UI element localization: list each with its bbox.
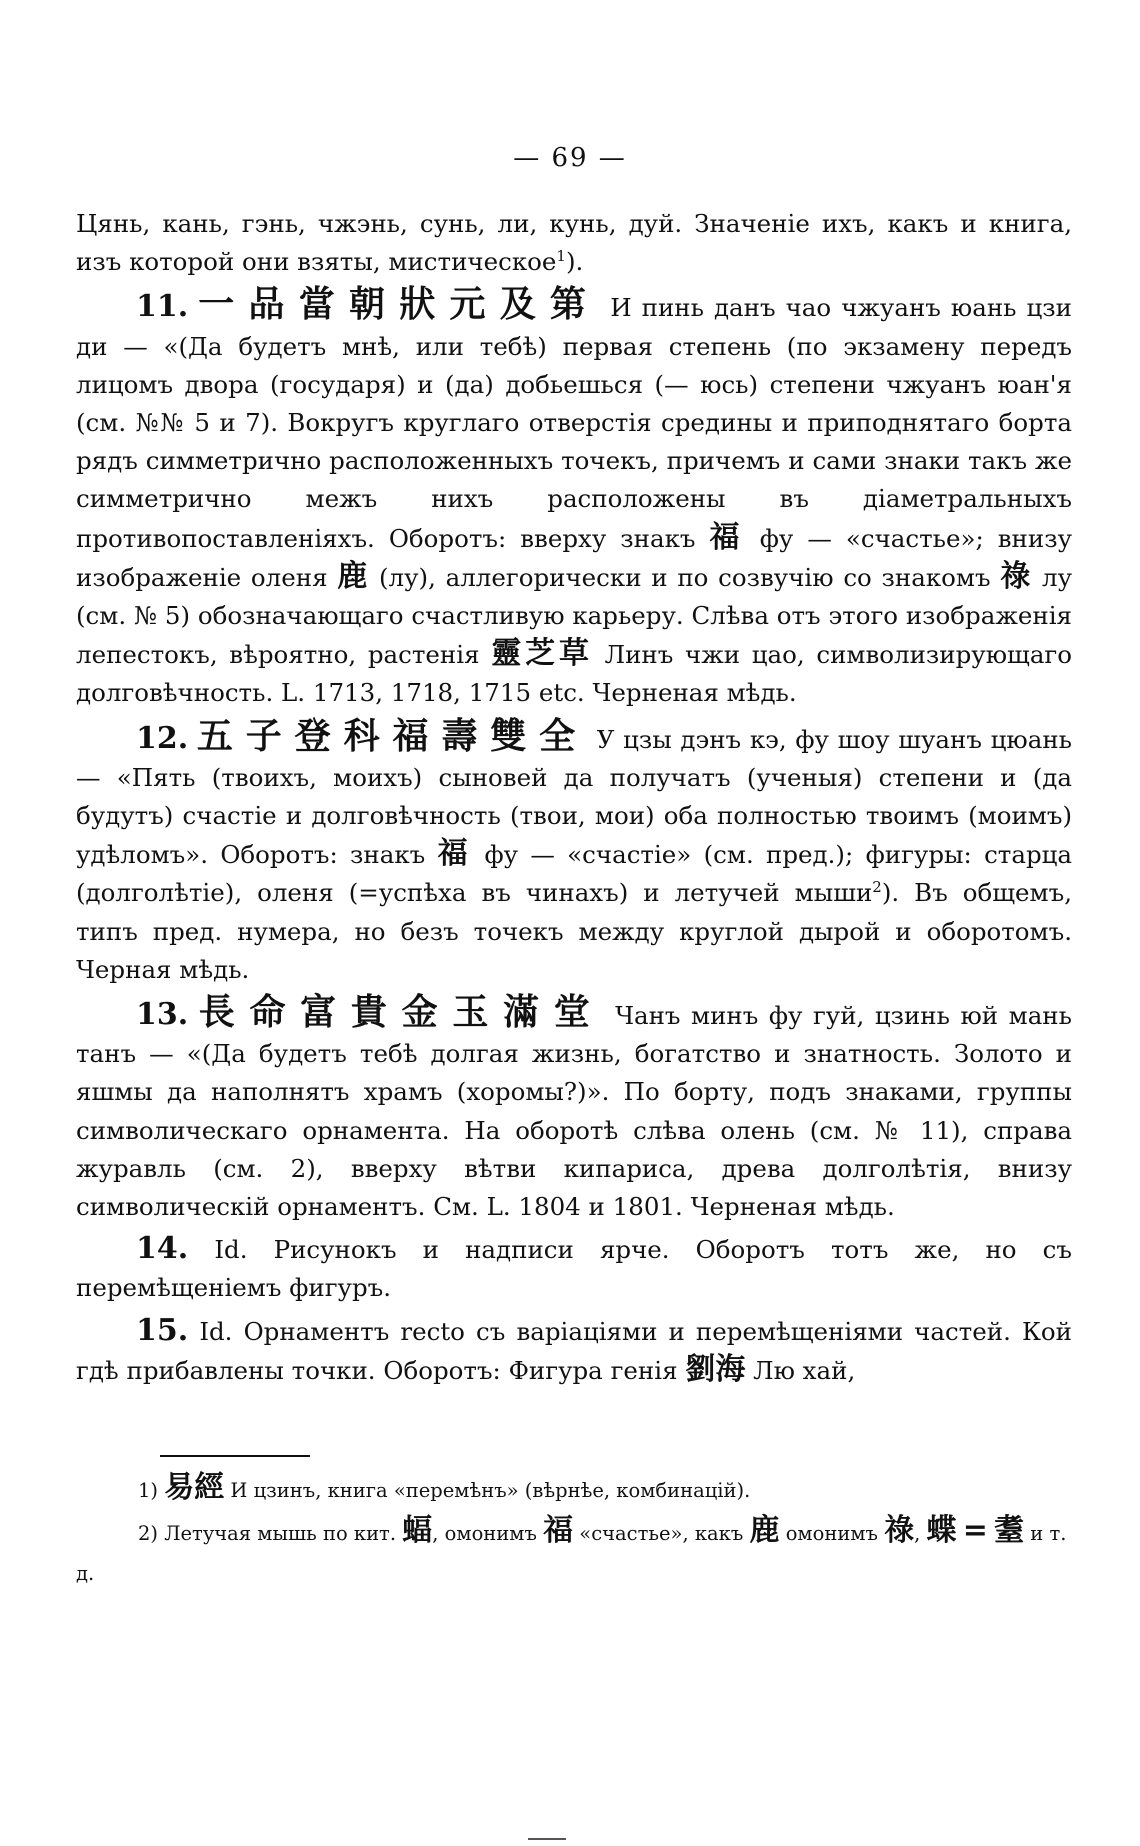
entry-number: 11. <box>136 289 189 325</box>
equals-sign: = <box>962 1513 988 1548</box>
inline-character: 福 <box>709 519 746 555</box>
entry-inscription: 五子登科福壽雙全 <box>196 714 589 757</box>
inline-character: 祿 <box>884 1513 915 1548</box>
inline-character: 劉海 <box>685 1351 746 1387</box>
footnote-divider <box>160 1455 310 1457</box>
intro-end: ). <box>565 247 584 277</box>
footnote-marker: 1) <box>138 1479 159 1502</box>
entry-number: 13. <box>136 997 189 1033</box>
footnote-marker: 2) <box>138 1522 159 1545</box>
entry-text: У цзы дэнъ кэ, фу шоу шуанъ цюань — «Пять (твоихъ, моихъ) сыновей да получатъ (ученыя) степени и (да будутъ) счастіе и долговѣчность (твои, мои) оба полностью твоимъ (моимъ) удѣломъ». Оборотъ: знакъ <box>76 724 1072 870</box>
footnote-1 <box>76 1468 1072 1511</box>
entry-text: лу (см. № 5) обозначающаго счастливую карьеру. Слѣва отъ этого изображенія лепестокъ, вѣроятно, растенія <box>76 562 1072 670</box>
inline-character: 鹿 <box>749 1513 780 1548</box>
entry-text: И пинь данъ чао чжуанъ юань цзи ди — «(Да будетъ мнѣ, или тебѣ) первая степень (по экзамену передъ лицомъ двора (государя) и (да) добьешься (— юсь) степени чжуанъ юан'я (см. №№ 5 и 7). Вокругъ круглаго отверстія средины и приподнятаго борта рядъ симметрично расположенныхъ точекъ, причемъ и сами знаки такъ же симметрично межъ нихъ расположены въ діаметральныхъ противопоставленіяхъ. Оборотъ: вверху знакъ <box>76 293 1072 553</box>
entry-text: Id. Орнаментъ recto съ варіаціями и перемѣщеніями частей. Кой гдѣ прибавлены точки. Оборотъ: Фигура генія <box>76 1316 1072 1385</box>
entry-inscription: 長命富貴金玉滿堂 <box>198 991 605 1034</box>
footnote-ref: 1 <box>556 247 566 266</box>
page-number: — 69 — <box>513 143 627 173</box>
footnote-text: И цзинъ, книга «перемѣнъ» (вѣрнѣе, комбинацій). <box>230 1479 751 1502</box>
entry-13 <box>76 993 1072 1226</box>
footnote-text: омонимъ <box>785 1522 878 1545</box>
entry-text: Чанъ минъ фу гуй, цзинь юй мань танъ — «(Да будетъ тебѣ долгая жизнь, богатство и знатность. Золото и яшмы да наполнятъ храмъ (хоромы?)». По борту, подъ знаками, группы символическаго орнамента. На оборотѣ слѣва олень (см. № 11), справа журавль (см. 2), вверху вѣтви кипариса, древа долголѣтія, внизу символическій орнаментъ. См. L. 1804 и 1801. Черненая мѣдь. <box>76 1001 1072 1222</box>
entry-11 <box>76 285 1072 712</box>
inline-character: 鹿 <box>337 558 370 594</box>
entry-number: 15. <box>136 1312 189 1348</box>
inline-character: 蝠 <box>402 1513 433 1548</box>
entry-text: Линъ чжи цао, символизирующаго долговѣчность. L. 1713, 1718, 1715 etc. Черненая мѣдь. <box>76 640 1073 708</box>
entry-15 <box>76 1312 1072 1390</box>
footnotes <box>76 1468 1072 1594</box>
footnote-text: «счастье», какъ <box>579 1522 744 1545</box>
entry-12 <box>76 714 1073 989</box>
entry-text: (лу), аллегорически и по созвучію со знакомъ <box>379 562 991 592</box>
entry-text: ). Въ общемъ, типъ пред. нумера, но безъ точекъ между круглой дырой и оборотомъ. Черная мѣдь. <box>76 878 1072 984</box>
inline-character: 福 <box>437 836 473 872</box>
page-edge-mark <box>528 1838 566 1840</box>
footnote-ref: 2 <box>872 878 882 897</box>
entry-number: 14. <box>136 1231 189 1267</box>
entry-text: фу — «счастье»; внизу изображеніе оленя <box>76 523 1072 592</box>
page-body <box>76 205 1072 1390</box>
inline-character: 耋 <box>994 1513 1025 1548</box>
entry-text: фу — «счастіе» (см. пред.); фигуры: старца (долголѣтіе), оленя (=успѣха въ чинахъ) и летучей мыши <box>76 840 1073 908</box>
footnote-text: Летучая мышь по кит. <box>164 1522 397 1545</box>
inline-character: 祿 <box>1000 558 1033 594</box>
intro-text: Цянь, кань, гэнь, чжэнь, сунь, ли, кунь, дуй. Значеніе ихъ, какъ и книга, изъ которой они взяты, мистическое <box>76 209 1072 277</box>
inline-character: 靈芝草 <box>491 636 593 672</box>
inline-character: 蝶 <box>926 1513 957 1548</box>
inline-character: 福 <box>543 1513 574 1548</box>
entry-inscription: 一品當朝狀元及第 <box>198 283 601 326</box>
footnote-text: и т. д. <box>76 1522 1067 1585</box>
footnote-2: 2) Летучая мышь по кит. 蝠, омонимъ 福 «счастье», какъ 鹿 омонимъ 祿, 蝶 = 耋 и т. д. <box>76 1513 1067 1585</box>
entry-number: 12. <box>136 720 189 756</box>
entry-text: Лю хай, <box>753 1355 856 1385</box>
intro-paragraph <box>76 205 1072 281</box>
inline-character: 易經 <box>164 1470 225 1505</box>
footnote-text: , омонимъ <box>432 1522 537 1545</box>
entry-text: Id. Рисунокъ и надписи ярче. Оборотъ тотъ же, но съ перемѣщеніемъ фигуръ. <box>76 1235 1072 1303</box>
entry-14 <box>76 1230 1072 1307</box>
